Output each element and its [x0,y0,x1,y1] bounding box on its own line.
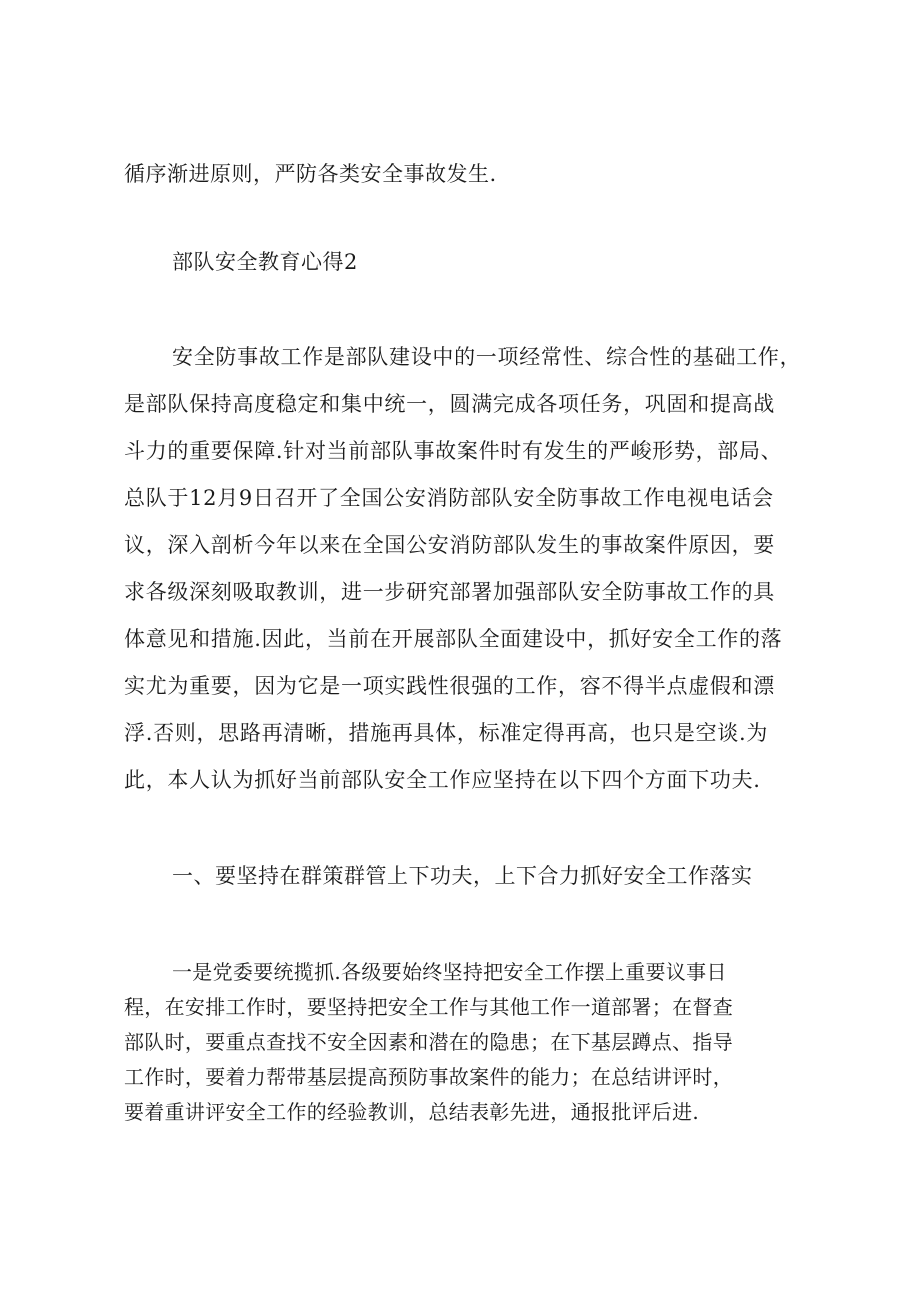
continuation-text: 循序渐进原则，严防各类安全事故发生. [124,162,497,186]
paragraph-2-line: 要着重讲评安全工作的经验教训，总结表彰先进，通报批评后进. [124,1100,700,1124]
paragraph-2-line: 部队时，要重点查找不安全因素和潜在的隐患；在下基层蹲点、指导 [124,1030,733,1054]
paragraph-1-line: 体意见和措施.因此，当前在开展部队全面建设中，抓好安全工作的落 [124,627,783,651]
heading-1: 一、要坚持在群策群管上下功夫，上下合力抓好安全工作落实 [172,864,753,888]
paragraph-1-line: 浮.否则，思路再清晰，措施再具体，标准定得再高，也只是空谈.为 [124,721,769,745]
paragraph-1-line: 是部队保持高度稳定和集中统一，圆满完成各项任务，巩固和提高战 [124,392,775,416]
paragraph-1-line: 总队于12月9日召开了全国公安消防部队安全防事故工作电视电话会 [124,486,774,510]
paragraph-1-line: 此，本人认为抓好当前部队安全工作应坚持在以下四个方面下功夫. [124,768,761,792]
paragraph-1-line: 求各级深刻吸取教训，进一步研究部署加强部队安全防事故工作的具 [124,580,775,604]
paragraph-2-line: 工作时，要着力帮带基层提高预防事故案件的能力；在总结讲评时， [124,1065,733,1089]
paragraph-2-line: 一是党委要统揽抓.各级要始终坚持把安全工作摆上重要议事日 [172,960,727,984]
paragraph-1-line: 安全防事故工作是部队建设中的一项经常性、综合性的基础工作， [172,345,802,369]
section-title: 部队安全教育心得2 [172,250,358,274]
paragraph-1-line: 实尤为重要，因为它是一项实践性很强的工作，容不得半点虚假和漂 [124,674,775,698]
paragraph-1-line: 议，深入剖析今年以来在全国公安消防部队发生的事故案件原因，要 [124,533,775,557]
paragraph-1-line: 斗力的重要保障.针对当前部队事故案件时有发生的严峻形势，部局、 [124,439,783,463]
paragraph-2-line: 程，在安排工作时，要坚持把安全工作与其他工作一道部署；在督查 [124,995,733,1019]
